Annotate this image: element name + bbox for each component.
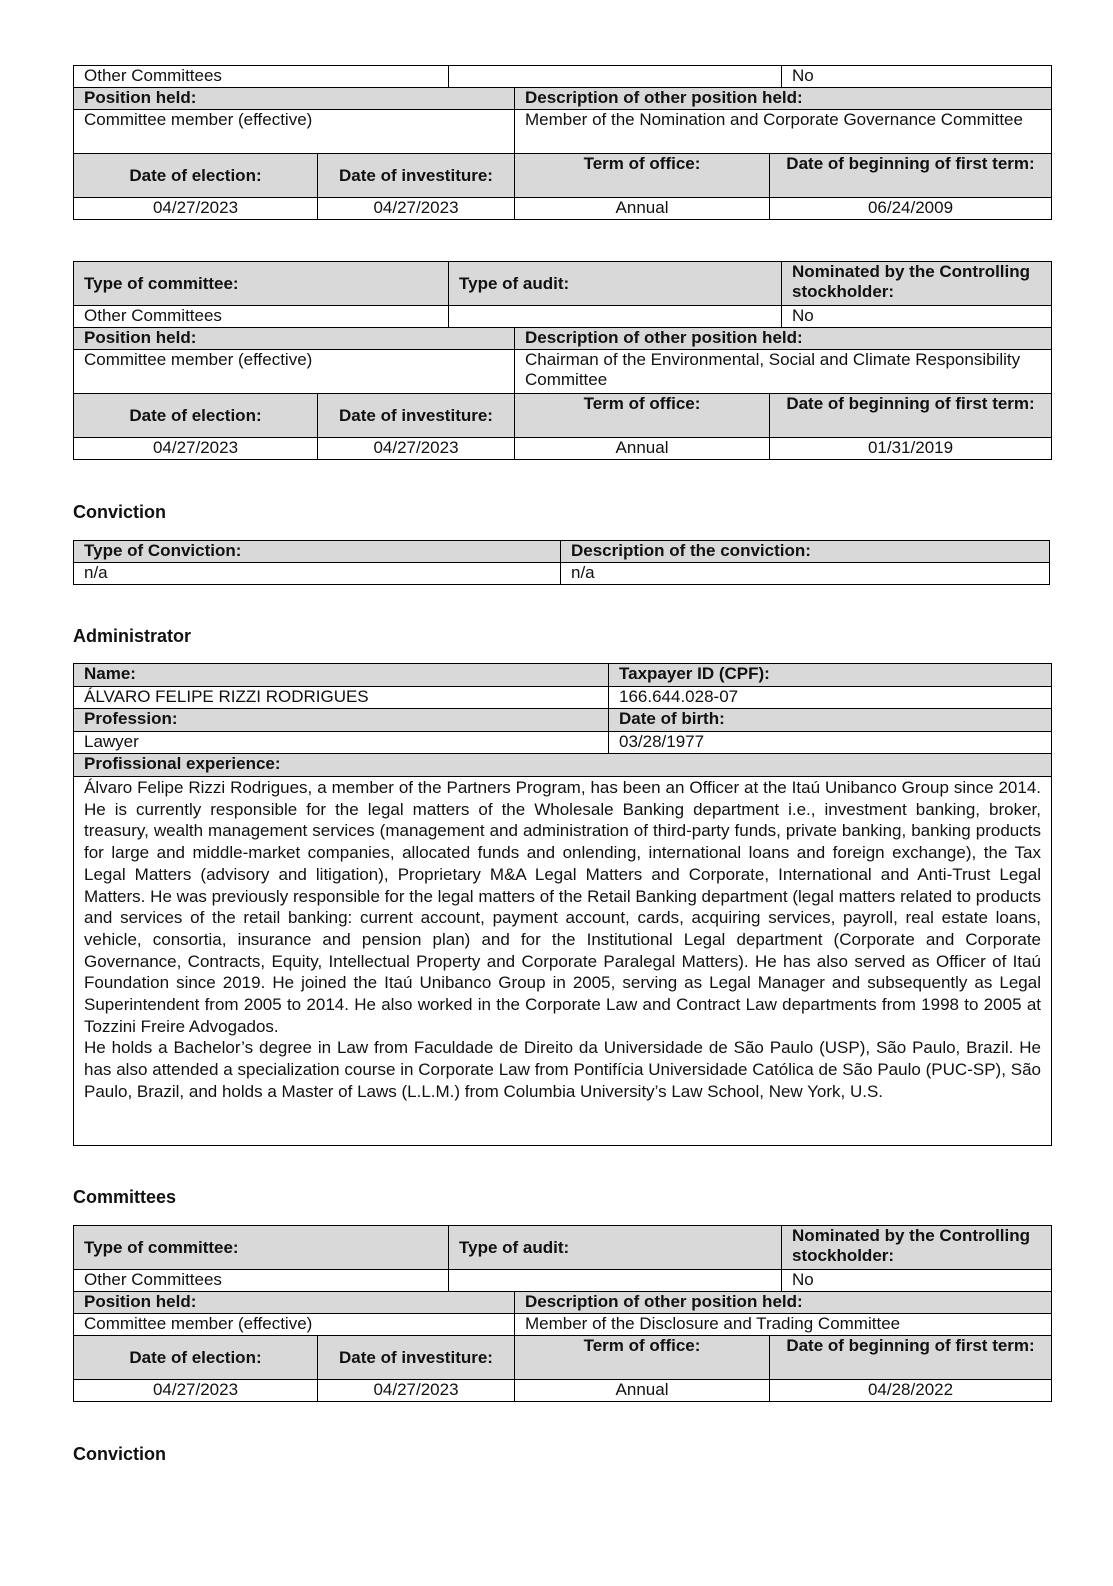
nominated-label: Nominated by the Controlling stockholder: bbox=[782, 262, 1052, 306]
position-held-value: Committee member (effective) bbox=[74, 110, 515, 154]
experience-cell bbox=[74, 777, 1052, 1146]
committee-table-1 bbox=[73, 65, 1052, 220]
committee-table-2 bbox=[73, 261, 1052, 460]
term-office-label: Term of office: bbox=[515, 394, 770, 438]
conviction-description-label: Description of the conviction: bbox=[561, 541, 1050, 563]
name-value: ÁLVARO FELIPE RIZZI RODRIGUES bbox=[74, 687, 609, 709]
description-other-position-label: Description of other position held: bbox=[515, 1292, 1052, 1314]
audit-type-value bbox=[449, 66, 782, 88]
experience-paragraph-2: He holds a Bachelor’s degree in Law from Faculdade de Direito da Universidade de São Paulo (USP), São Paulo, Brazil. He has also attended a specialization course in Corporate Law from Pontifícia Universidade Católica de São Paulo (PUC-SP), São Paulo, Brazil, and holds a Master of Laws (L.L.M.) from Columbia University’s Law School, New York, U.S. bbox=[84, 1038, 1041, 1101]
date-birth-label: Date of birth: bbox=[609, 709, 1052, 732]
date-election-value: 04/27/2023 bbox=[74, 1380, 318, 1402]
term-office-value: Annual bbox=[515, 438, 770, 460]
section-heading-committees: Committees bbox=[73, 1187, 177, 1207]
date-election-label: Date of election: bbox=[74, 394, 318, 438]
position-held-label: Position held: bbox=[74, 1292, 515, 1314]
administrator-table bbox=[73, 663, 1052, 1146]
name-label: Name: bbox=[74, 664, 609, 687]
taxpayer-id-value: 166.644.028-07 bbox=[609, 687, 1052, 709]
first-term-value: 06/24/2009 bbox=[770, 198, 1052, 220]
committee-type-value: Other Committees bbox=[74, 306, 449, 328]
committee-type-value: Other Committees bbox=[74, 66, 449, 88]
section-heading-conviction-2: Conviction bbox=[73, 1444, 166, 1464]
conviction-type-label: Type of Conviction: bbox=[74, 541, 561, 563]
date-investiture-value: 04/27/2023 bbox=[318, 198, 515, 220]
profession-value: Lawyer bbox=[74, 732, 609, 754]
description-other-position-value: Member of the Disclosure and Trading Committee bbox=[515, 1314, 1052, 1336]
experience-label: Profissional experience: bbox=[74, 754, 1052, 777]
section-heading-administrator: Administrator bbox=[73, 626, 192, 646]
description-other-position-label: Description of other position held: bbox=[515, 88, 1052, 110]
audit-type-value bbox=[449, 306, 782, 328]
position-held-value: Committee member (effective) bbox=[74, 350, 515, 394]
committee-type-label: Type of committee: bbox=[74, 262, 449, 306]
nominated-value: No bbox=[782, 66, 1052, 88]
date-election-value: 04/27/2023 bbox=[74, 438, 318, 460]
term-office-value: Annual bbox=[515, 1380, 770, 1402]
date-investiture-value: 04/27/2023 bbox=[318, 1380, 515, 1402]
date-birth-value: 03/28/1977 bbox=[609, 732, 1052, 754]
description-other-position-value: Member of the Nomination and Corporate Governance Committee bbox=[515, 110, 1052, 154]
conviction-type-value: n/a bbox=[74, 563, 561, 585]
term-office-label: Term of office: bbox=[515, 1336, 770, 1380]
position-held-label: Position held: bbox=[74, 88, 515, 110]
position-held-label: Position held: bbox=[74, 328, 515, 350]
audit-type-value bbox=[449, 1270, 782, 1292]
experience-paragraph-1: Álvaro Felipe Rizzi Rodrigues, a member of the Partners Program, has been an Officer at the Itaú Unibanco Group since 2014. He is currently responsible for the legal matters of the Wholesale Banking department i.e., investment banking, broker, treasury, wealth management services (management and administration of third-party funds, private banking, banking products for large and middle-market companies, allocated funds and onlending, international loans and foreign exchange), the Tax Legal Matters (advisory and litigation), Proprietary M&A Legal Matters and Corporate, International and Anti-Trust Legal Matters. He was previously responsible for the legal matters of the Retail Banking department (legal matters related to products and services of the retail banking: current account, payment account, cards, acquiring services, payroll, real estate loans, vehicle, consortia, insurance and pension plan) and for the Institutional Legal department (Corporate and Corporate Governance, Contracts, Equity, Intellectual Property and Corporate Paralegal Matters). He has also served as Officer of Itaú Foundation since 2019. He joined the Itaú Unibanco Group in 2005, serving as Legal Manager and subsequently as Legal Superintendent from 2005 to 2014. He also worked in the Corporate Law and Contract Law departments from 1998 to 2005 at Tozzini Freire Advogados. bbox=[84, 778, 1041, 1036]
position-held-value: Committee member (effective) bbox=[74, 1314, 515, 1336]
conviction-table bbox=[73, 540, 1050, 585]
first-term-value: 01/31/2019 bbox=[770, 438, 1052, 460]
first-term-label: Date of beginning of first term: bbox=[770, 1336, 1052, 1380]
committee-table-3 bbox=[73, 1225, 1052, 1402]
date-election-label: Date of election: bbox=[74, 154, 318, 198]
profession-label: Profession: bbox=[74, 709, 609, 732]
taxpayer-id-label: Taxpayer ID (CPF): bbox=[609, 664, 1052, 687]
audit-type-label: Type of audit: bbox=[449, 1226, 782, 1270]
date-investiture-label: Date of investiture: bbox=[318, 154, 515, 198]
first-term-label: Date of beginning of first term: bbox=[770, 154, 1052, 198]
nominated-label: Nominated by the Controlling stockholder: bbox=[782, 1226, 1052, 1270]
conviction-description-value: n/a bbox=[561, 563, 1050, 585]
audit-type-label: Type of audit: bbox=[449, 262, 782, 306]
date-investiture-value: 04/27/2023 bbox=[318, 438, 515, 460]
term-office-label: Term of office: bbox=[515, 154, 770, 198]
term-office-value: Annual bbox=[515, 198, 770, 220]
committee-type-label: Type of committee: bbox=[74, 1226, 449, 1270]
date-election-label: Date of election: bbox=[74, 1336, 318, 1380]
date-investiture-label: Date of investiture: bbox=[318, 394, 515, 438]
nominated-value: No bbox=[782, 306, 1052, 328]
section-heading-conviction: Conviction bbox=[73, 502, 166, 522]
description-other-position-value: Chairman of the Environmental, Social and Climate Responsibility Committee bbox=[515, 350, 1052, 394]
committee-type-value: Other Committees bbox=[74, 1270, 449, 1292]
first-term-label: Date of beginning of first term: bbox=[770, 394, 1052, 438]
nominated-value: No bbox=[782, 1270, 1052, 1292]
date-election-value: 04/27/2023 bbox=[74, 198, 318, 220]
date-investiture-label: Date of investiture: bbox=[318, 1336, 515, 1380]
description-other-position-label: Description of other position held: bbox=[515, 328, 1052, 350]
first-term-value: 04/28/2022 bbox=[770, 1380, 1052, 1402]
